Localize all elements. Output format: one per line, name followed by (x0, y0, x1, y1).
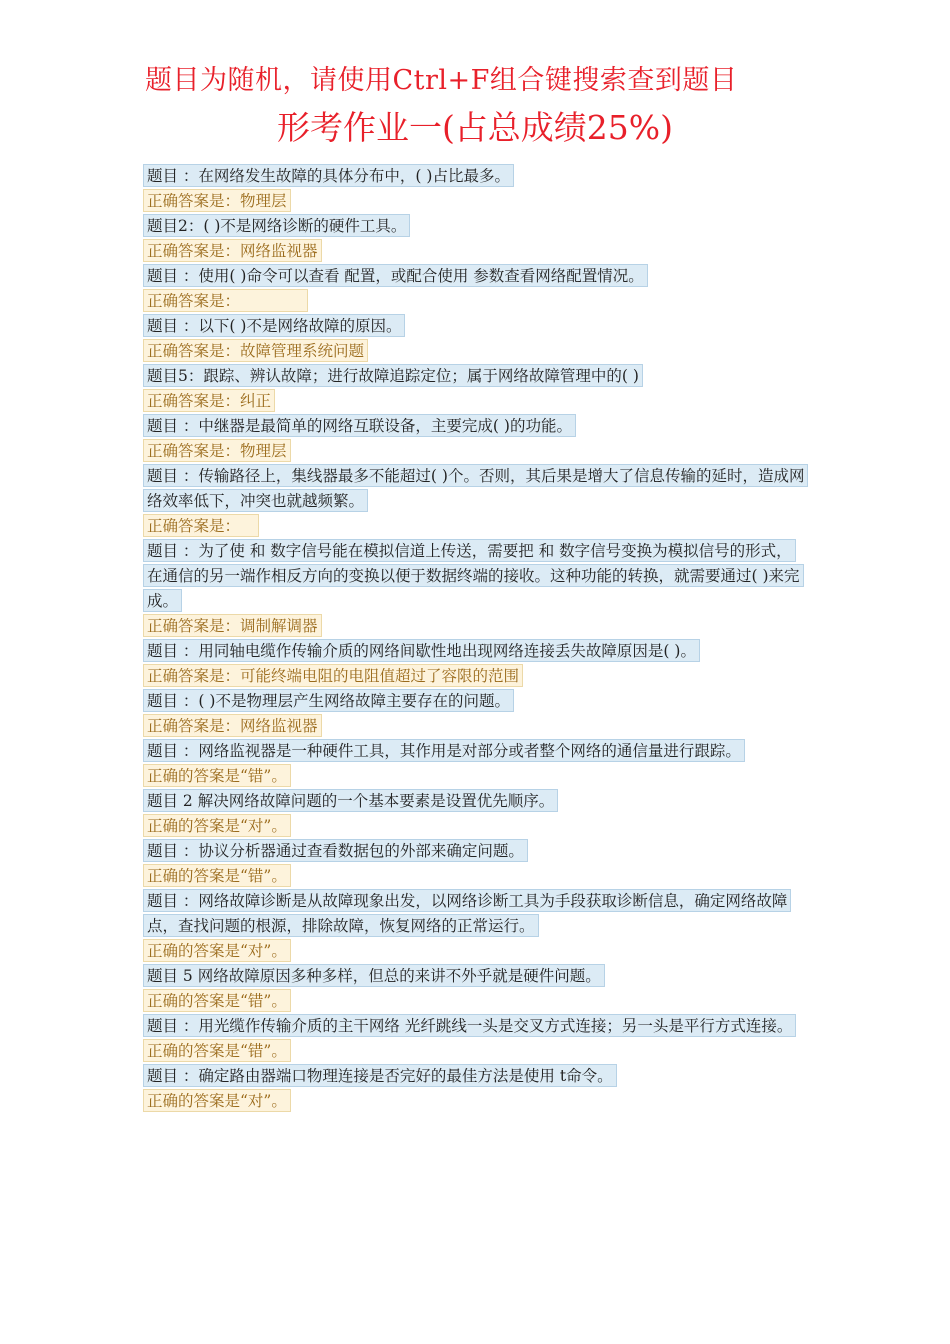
question-11: 题目 ：网络监视器是一种硬件工具，其作用是对部分或者整个网络的通信量进行跟踪。 (143, 739, 807, 764)
answer-6: 正确答案是：物理层 (143, 439, 807, 464)
question-8: 题目 ：为了使 和 数字信号能在模拟信道上传送，需要把 和 数字信号变换为模拟信号的形式，在通信的另一端作相反方向的变换以便于数据终端的接收。这种功能的转换，就需要通过( )来完成。 (143, 539, 807, 614)
answer-3: 正确答案是： (143, 289, 807, 314)
question-12: 题目 2 解决网络故障问题的一个基本要素是设置优先顺序。 (143, 789, 807, 814)
question-5: 题目5：跟踪、辨认故障；进行故障追踪定位；属于网络故障管理中的( ) (143, 364, 807, 389)
search-notice: 题目为随机，请使用Ctrl+F组合键搜索查到题目 (145, 65, 738, 96)
answer-11: 正确的答案是“错”。 (143, 764, 807, 789)
answer-12: 正确的答案是“对”。 (143, 814, 807, 839)
question-15: 题目 5 网络故障原因多种多样，但总的来讲不外乎就是硬件问题。 (143, 964, 807, 989)
question-4: 题目 ：以下( )不是网络故障的原因。 (143, 314, 807, 339)
answer-16: 正确的答案是“错”。 (143, 1039, 807, 1064)
answer-17: 正确的答案是“对”。 (143, 1089, 807, 1114)
answer-9: 正确答案是：可能终端电阻的电阻值超过了容限的范围 (143, 664, 807, 689)
qa-list (143, 164, 807, 1114)
answer-10: 正确答案是：网络监视器 (143, 714, 807, 739)
answer-13: 正确的答案是“错”。 (143, 864, 807, 889)
question-7: 题目 ：传输路径上，集线器最多不能超过( )个。否则，其后果是增大了信息传输的延时，造成网络效率低下，冲突也就越频繁。 (143, 464, 807, 514)
question-2: 题目2：( )不是网络诊断的硬件工具。 (143, 214, 807, 239)
answer-5: 正确答案是：纠正 (143, 389, 807, 414)
question-13: 题目 ：协议分析器通过查看数据包的外部来确定问题。 (143, 839, 807, 864)
answer-15: 正确的答案是“错”。 (143, 989, 807, 1014)
question-3: 题目 ：使用( )命令可以查看 配置，或配合使用 参数查看网络配置情况。 (143, 264, 807, 289)
answer-7: 正确答案是： (143, 514, 807, 539)
question-16: 题目 ：用光缆作传输介质的主干网络 光纤跳线一头是交叉方式连接；另一头是平行方式连接。 (143, 1014, 807, 1039)
question-1: 题目 ：在网络发生故障的具体分布中，( )占比最多。 (143, 164, 807, 189)
answer-14: 正确的答案是“对”。 (143, 939, 807, 964)
question-6: 题目 ：中继器是最简单的网络互联设备，主要完成( )的功能。 (143, 414, 807, 439)
question-17: 题目 ：确定路由器端口物理连接是否完好的最佳方法是使用 t命令。 (143, 1064, 807, 1089)
question-10: 题目 ：( )不是物理层产生网络故障主要存在的问题。 (143, 689, 807, 714)
question-14: 题目 ：网络故障诊断是从故障现象出发，以网络诊断工具为手段获取诊断信息，确定网络故障点，查找问题的根源，排除故障，恢复网络的正常运行。 (143, 889, 807, 939)
answer-8: 正确答案是：调制解调器 (143, 614, 807, 639)
answer-1: 正确答案是：物理层 (143, 189, 807, 214)
question-9: 题目 ：用同轴电缆作传输介质的网络间歇性地出现网络连接丢失故障原因是( )。 (143, 639, 807, 664)
answer-2: 正确答案是：网络监视器 (143, 239, 807, 264)
page-title: 形考作业一(占总成绩25%) (276, 108, 674, 147)
answer-4: 正确答案是：故障管理系统问题 (143, 339, 807, 364)
